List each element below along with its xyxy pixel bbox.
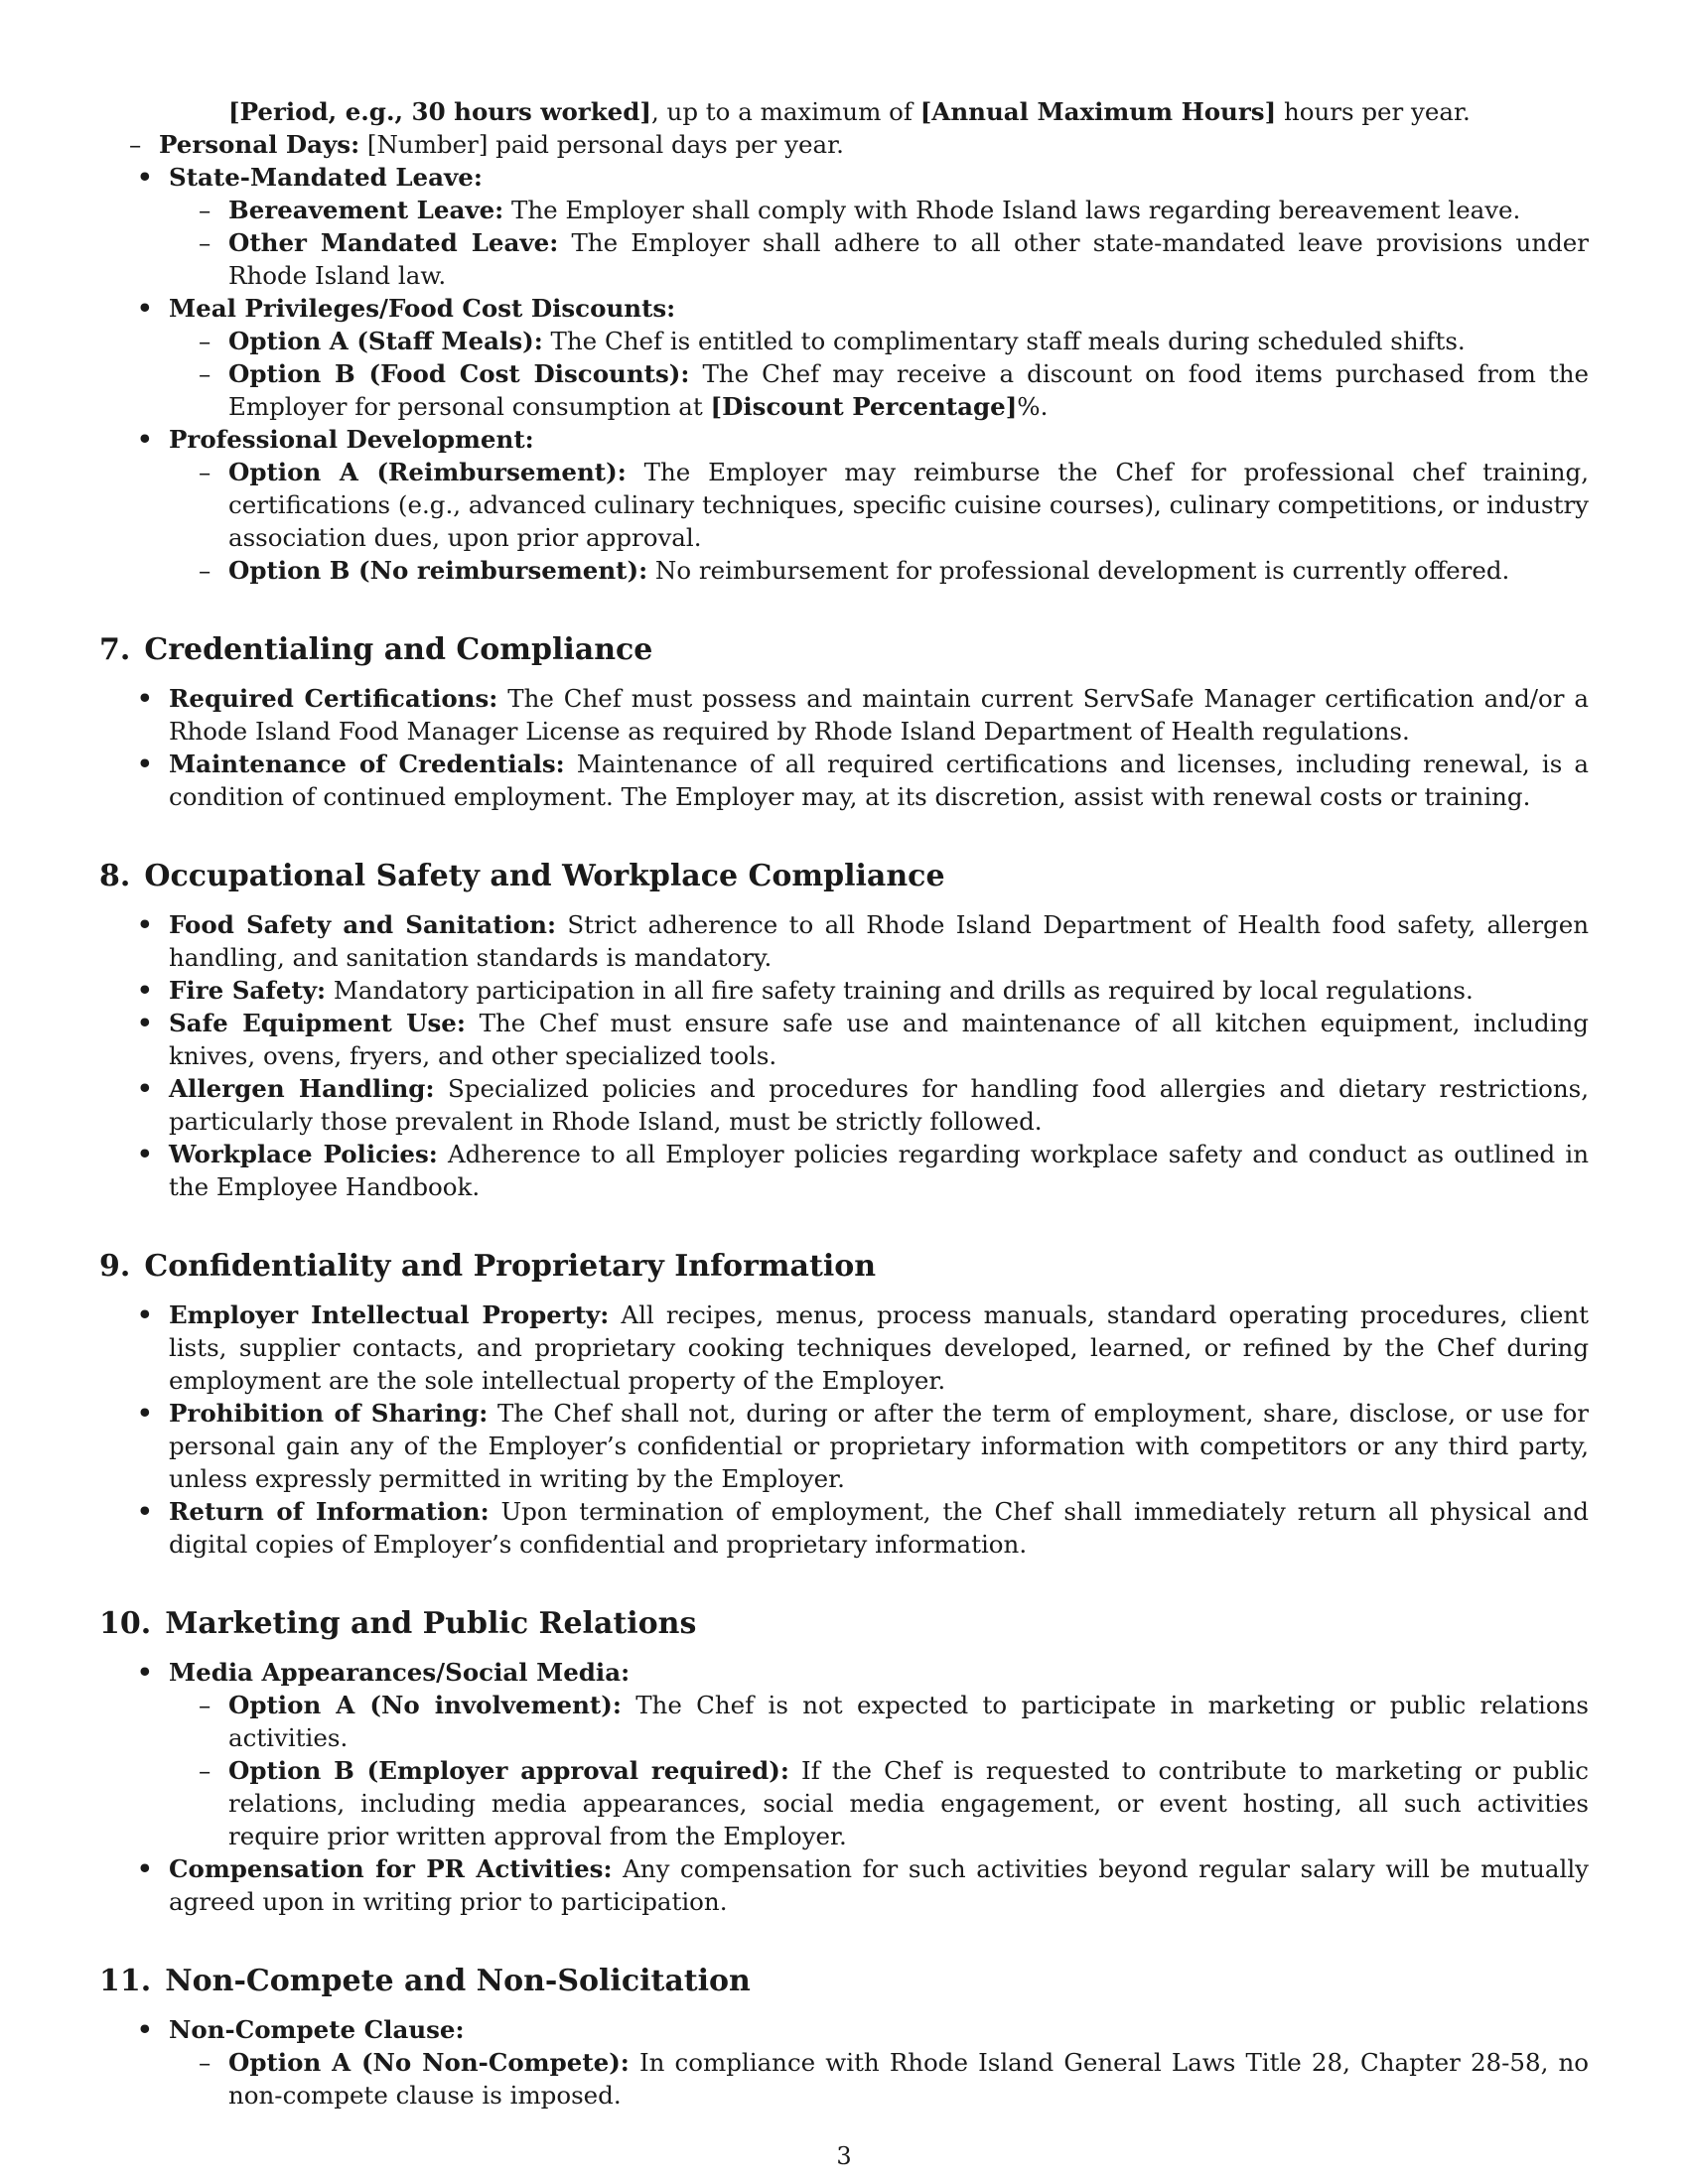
item-text: The Employer shall comply with Rhode Island laws regarding bereavement leave. (503, 196, 1521, 224)
item-text: Any compensation for such activities beyond regular salary will be mutually agreed upon in writing prior to participation. (169, 1854, 1589, 1916)
list-item (169, 1689, 1589, 1754)
item-text: Upon termination of employment, the Chef shall immediately return all physical and digital copies of Employer’s confidential and proprietary information. (169, 1497, 1589, 1559)
item-text: Strict adherence to all Rhode Island Department of Health food safety, allergen handling, and sanitation standards is mandatory. (169, 910, 1589, 972)
item-label: Meal Privileges/Food Cost Discounts: (169, 294, 676, 323)
continuation-line (99, 95, 1589, 128)
item-label: Option B (Employer approval required): (228, 1756, 789, 1785)
bullet-marker: • (137, 976, 153, 1005)
item-text: If the Chef is requested to contribute to marketing or public relations, including media appearances, social media engagement, or event hosting, all such activities require prior written approval from the Employer. (228, 1756, 1589, 1850)
item-label: Option A (Reimbursement): (228, 458, 627, 486)
list-item (99, 161, 1589, 292)
item-label: Food Safety and Sanitation: (169, 910, 556, 939)
item-label: State-Mandated Leave: (169, 163, 483, 192)
sublist (99, 1689, 1589, 1852)
section-title: Non-Compete and Non-Solicitation (165, 1964, 751, 1998)
item-text: The Chef is not expected to participate in marketing or public relations activities. (228, 1691, 1589, 1752)
list-item (99, 1397, 1589, 1495)
dash-marker: – (199, 228, 211, 257)
item-text: paid personal days per year. (488, 130, 844, 159)
bullet-marker: • (137, 1658, 153, 1687)
item-label: Maintenance of Credentials: (169, 750, 565, 778)
item-text: The Chef is entitled to complimentary staff meals during scheduled shifts. (542, 327, 1466, 355)
item-text: Specialized policies and procedures for handling food allergies and dietary restrictions, particularly those prevalent in Rhode Island, must be strictly followed. (169, 1074, 1589, 1136)
sublist (99, 2046, 1589, 2112)
bullet-marker: • (137, 1300, 153, 1329)
item-label: Media Appearances/Social Media: (169, 1658, 631, 1687)
dash-marker: – (199, 1756, 211, 1785)
item-text: The Chef must possess and maintain current ServSafe Manager certification and/or a Rhode Island Food Manager License as required by Rhode Island Department of Health regulations. (169, 684, 1589, 746)
text: hours per year. (1276, 97, 1471, 126)
list-item (99, 908, 1589, 974)
bullet-marker: • (137, 425, 153, 454)
list-item (99, 1852, 1589, 1918)
list-item (99, 1656, 1589, 1852)
section-title: Marketing and Public Relations (165, 1606, 697, 1641)
list-item (99, 1138, 1589, 1203)
list-item (169, 2046, 1589, 2112)
bullet-marker: • (137, 1497, 153, 1526)
bullet-marker: • (137, 1140, 153, 1168)
item-label: Fire Safety: (169, 976, 327, 1005)
item-text: The Employer shall adhere to all other state-mandated leave provisions under Rhode Island law. (228, 228, 1589, 290)
section-number: 7. (99, 632, 131, 667)
list-item (99, 682, 1589, 748)
dash-marker: – (199, 2048, 211, 2077)
section-number: 8. (99, 859, 131, 893)
bullet-marker: • (137, 294, 153, 323)
section-title: Credentialing and Compliance (144, 632, 653, 667)
section-heading (99, 1247, 1589, 1287)
item-label: Compensation for PR Activities: (169, 1854, 613, 1883)
dash-marker: – (199, 1691, 211, 1719)
section-list (99, 2013, 1589, 2112)
item-label: Option A (No Non-Compete): (228, 2048, 630, 2077)
dash-marker: – (199, 196, 211, 224)
section-list (99, 682, 1589, 813)
list-item (169, 1754, 1589, 1852)
placeholder: [Number] (366, 130, 489, 159)
list-item (99, 1495, 1589, 1561)
bullet-marker: • (137, 2015, 153, 2044)
sublist (99, 194, 1589, 292)
dash-marker: – (199, 458, 211, 486)
list-item (99, 974, 1589, 1007)
bullet-marker: • (137, 750, 153, 778)
bullet-marker: • (137, 1399, 153, 1428)
section-number: 9. (99, 1249, 131, 1284)
bullet-marker: • (137, 163, 153, 192)
annual-max-placeholder: [Annual Maximum Hours] (919, 97, 1277, 126)
list-item (99, 1007, 1589, 1072)
benefits-list (99, 161, 1589, 587)
section-heading (99, 630, 1589, 670)
period-placeholder: [Period, e.g., 30 hours worked] (228, 97, 651, 126)
dash-marker: – (199, 556, 211, 585)
document-page (99, 95, 1589, 2112)
item-text: The Chef must ensure safe use and maintenance of all kitchen equipment, including knives, ovens, fryers, and other specialized tools. (169, 1009, 1589, 1070)
bullet-marker: • (137, 1009, 153, 1037)
dash-marker: – (199, 327, 211, 355)
section-title: Confidentiality and Proprietary Information (144, 1249, 877, 1284)
item-label: Option B (No reimbursement): (228, 556, 648, 585)
list-item (99, 748, 1589, 813)
item-text: Maintenance of all required certifications and licenses, including renewal, is a condition of continued employment. The Employer may, at its discretion, assist with renewal costs or training. (169, 750, 1589, 811)
bullet-marker: • (137, 684, 153, 713)
item-label: Workplace Policies: (169, 1140, 438, 1168)
item-label: Required Certifications: (169, 684, 498, 713)
item-label: Option A (Staff Meals): (228, 327, 543, 355)
list-item (99, 423, 1589, 587)
item-text: The Chef shall not, during or after the term of employment, share, disclose, or use for personal gain any of the Employer’s confidential or proprietary information with competitors or any third party, unless expressly permitted in writing by the Employer. (169, 1399, 1589, 1493)
section-number: 11. (99, 1964, 152, 1998)
section-title: Occupational Safety and Workplace Compliance (144, 859, 945, 893)
item-label: Other Mandated Leave: (228, 228, 559, 257)
item-label: Non-Compete Clause: (169, 2015, 465, 2044)
list-item (169, 226, 1589, 292)
section-list (99, 1298, 1589, 1561)
list-item (99, 2013, 1589, 2112)
section-list (99, 908, 1589, 1203)
section-heading (99, 1604, 1589, 1644)
item-text: Mandatory participation in all fire safety training and drills as required by local regulations. (326, 976, 1474, 1005)
list-item (99, 1072, 1589, 1138)
sublist (99, 456, 1589, 587)
bullet-marker: • (137, 910, 153, 939)
list-item (169, 194, 1589, 226)
text: , up to a maximum of (650, 97, 920, 126)
item-text: In compliance with Rhode Island General Laws Title 28, Chapter 28-58, no non-compete clause is imposed. (228, 2048, 1589, 2110)
list-item (169, 325, 1589, 357)
section-number: 10. (99, 1606, 152, 1641)
section-heading (99, 1962, 1589, 2001)
sublist (99, 325, 1589, 423)
item-label: Prohibition of Sharing: (169, 1399, 489, 1428)
item-text: No reimbursement for professional development is currently offered. (647, 556, 1510, 585)
item-text: Adherence to all Employer policies regarding workplace safety and conduct as outlined in the Employee Handbook. (169, 1140, 1589, 1201)
item-text: %. (1017, 392, 1049, 421)
item-label: Safe Equipment Use: (169, 1009, 466, 1037)
item-text: The Employer may reimburse the Chef for professional chef training, certifications (e.g., advanced culinary techniques, specific cuisine courses), culinary competitions, or industry association dues, upon prior approval. (228, 458, 1590, 552)
item-label: Professional Development: (169, 425, 534, 454)
list-item (169, 554, 1589, 587)
list-item (99, 292, 1589, 423)
list-item (99, 1298, 1589, 1397)
list-item (99, 128, 1589, 161)
item-label: Option B (Food Cost Discounts): (228, 359, 690, 388)
item-label: Option A (No involvement): (228, 1691, 622, 1719)
item-label: Return of Information: (169, 1497, 490, 1526)
discount-placeholder: [Discount Percentage] (710, 392, 1018, 421)
section-list (99, 1656, 1589, 1918)
item-label: Bereavement Leave: (228, 196, 504, 224)
bullet-marker: • (137, 1074, 153, 1103)
item-label: Employer Intellectual Property: (169, 1300, 610, 1329)
list-item (169, 456, 1589, 554)
list-item (169, 357, 1589, 423)
bullet-marker: • (137, 1854, 153, 1883)
item-label: Allergen Handling: (169, 1074, 435, 1103)
dash-marker: – (129, 130, 142, 159)
item-text: All recipes, menus, process manuals, standard operating procedures, client lists, supplier contacts, and proprietary cooking techniques developed, learned, or refined by the Chef during employment are the sole intellectual property of the Employer. (169, 1300, 1589, 1395)
section-heading (99, 857, 1589, 896)
item-label: Personal Days: (159, 130, 360, 159)
page-number: 3 (836, 2142, 852, 2170)
dash-marker: – (199, 359, 211, 388)
leave-sublist (99, 128, 1589, 161)
item-text: The Chef may receive a discount on food items purchased from the Employer for personal consumption at (228, 359, 1589, 421)
